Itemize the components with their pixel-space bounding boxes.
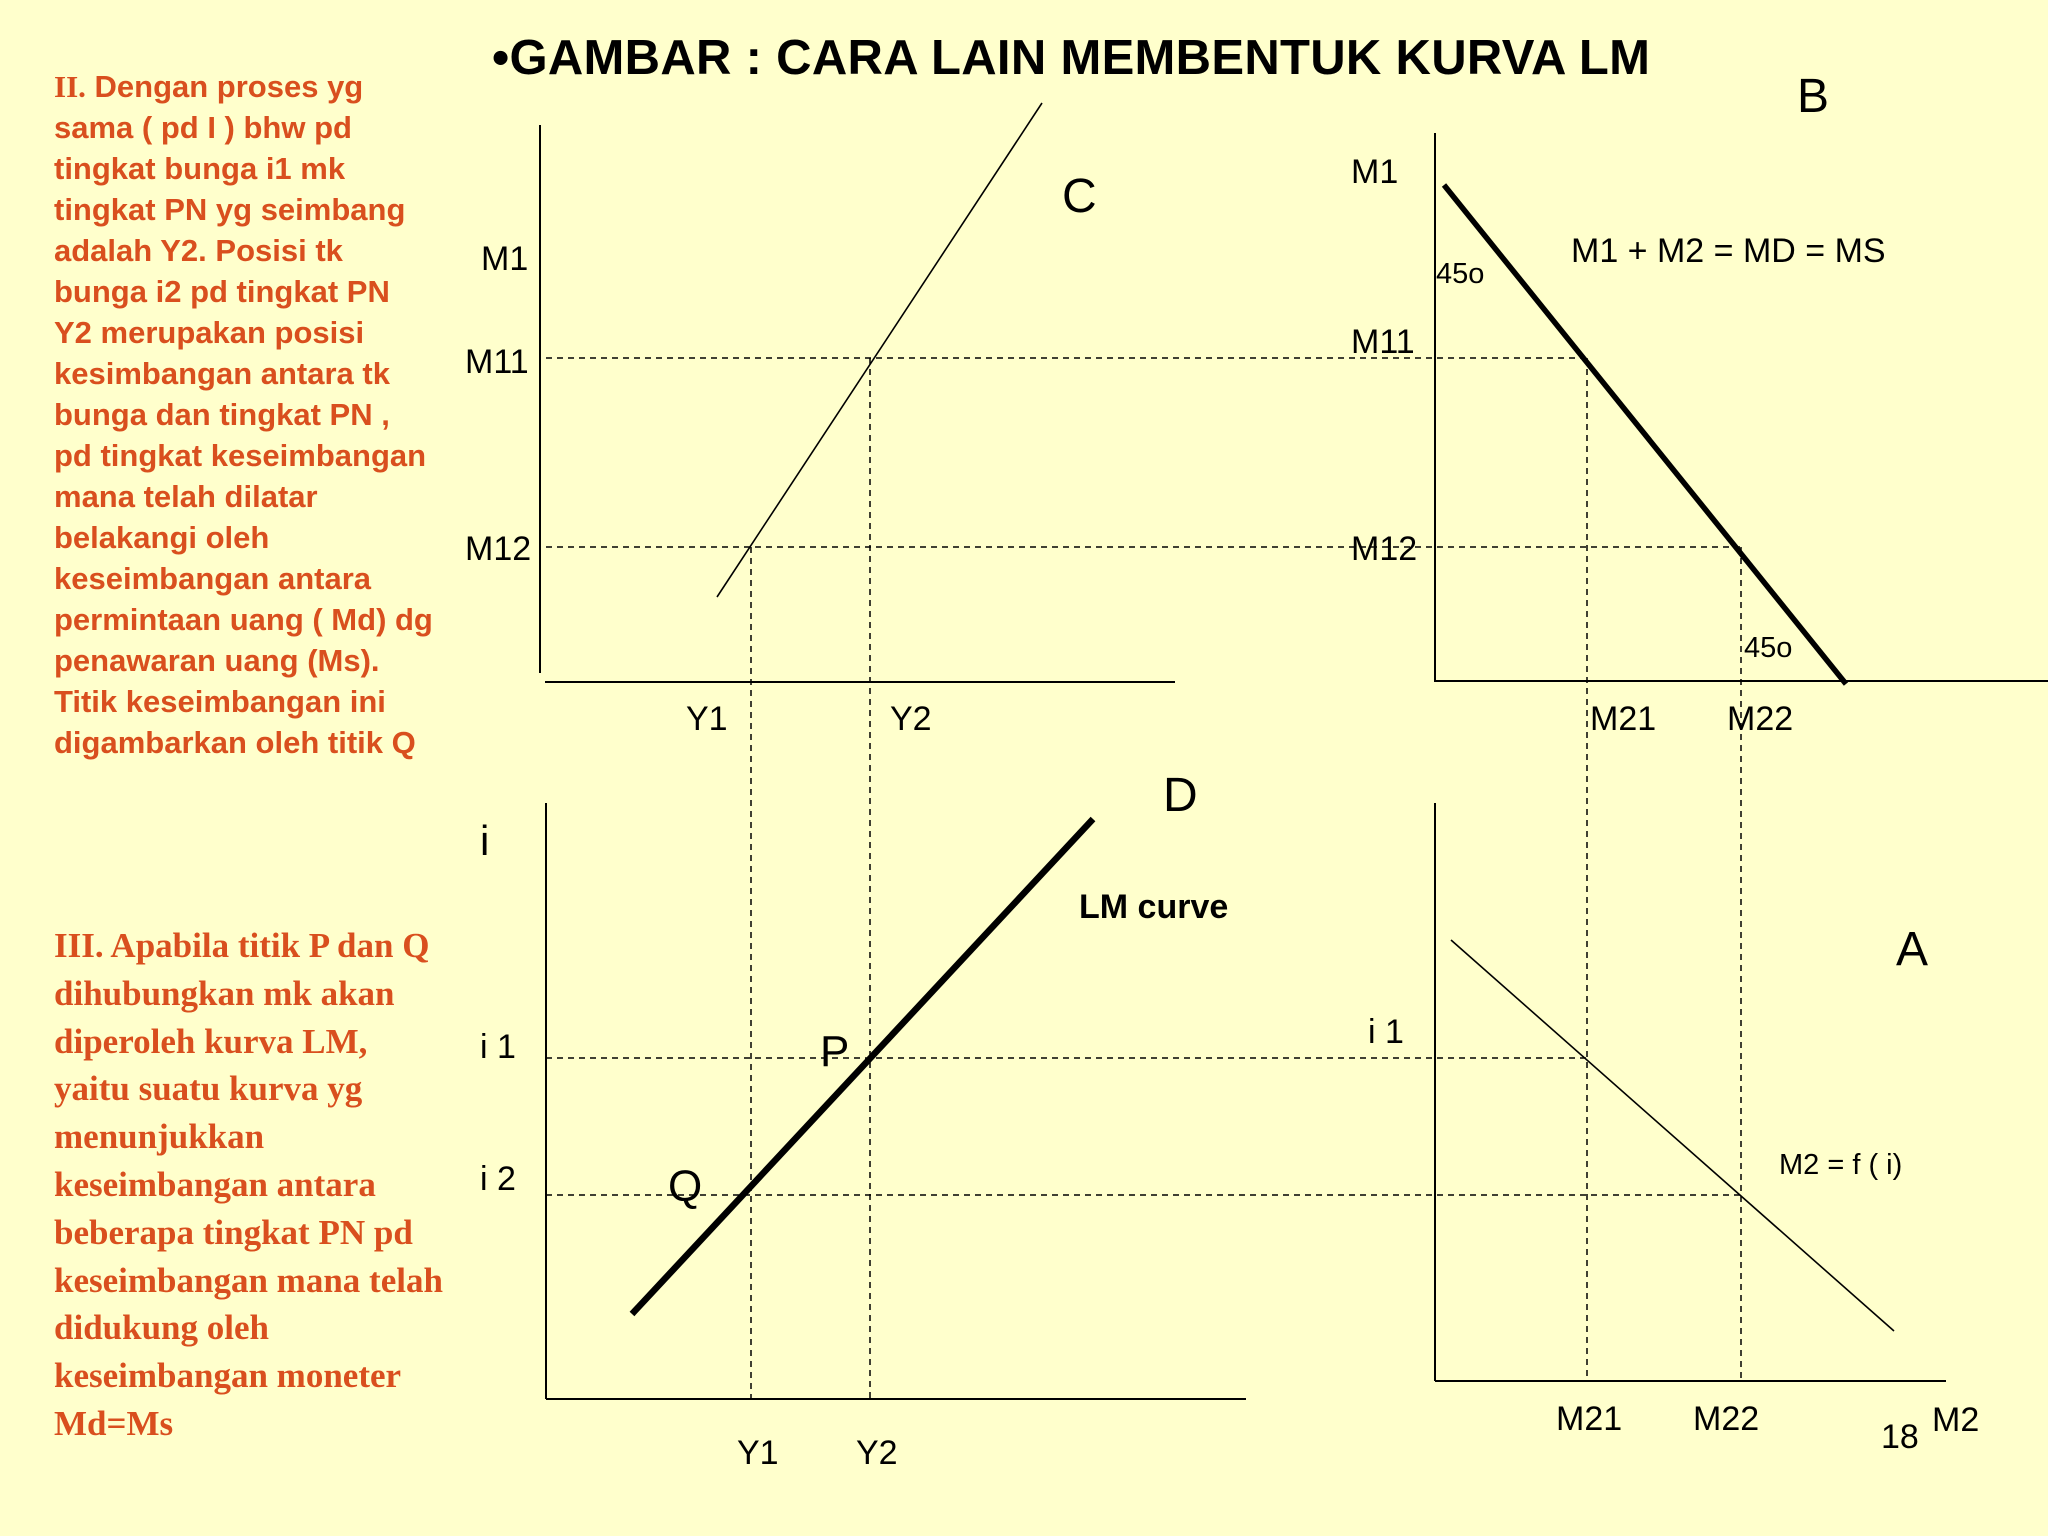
point-p: P bbox=[820, 1027, 850, 1076]
panel-b-equation: M1 + M2 = MD = MS bbox=[1571, 232, 1886, 270]
explanation-paragraph-3: III. Apabila titik P dan Q dihubungkan mk akan diperoleh kurva LM, yaitu suatu kurva yg menunjukkan keseimbangan antara beberapa tingkat PN pd keseimbangan mana telah didukung oleh keseimbangan moneter Md=Ms bbox=[54, 926, 443, 1443]
panel-c-label: C bbox=[1062, 170, 1097, 223]
panel-a-label-i1: i 1 bbox=[1368, 1013, 1404, 1051]
panel-d-label-y2: Y2 bbox=[856, 1434, 898, 1472]
panel-c-label-y1: Y1 bbox=[686, 700, 728, 738]
panel-c-label-m11: M11 bbox=[465, 343, 529, 381]
panel-d-label-y1: Y1 bbox=[737, 1434, 779, 1472]
panel-c-line bbox=[717, 103, 1042, 597]
panel-c-label-m1: M1 bbox=[481, 240, 529, 278]
money-demand-curve-label: M2 = f ( i) bbox=[1779, 1149, 1903, 1181]
lm-curve-label: LM curve bbox=[1079, 888, 1229, 926]
panel-d-label-i1: i 1 bbox=[480, 1028, 516, 1066]
panel-d-label: D bbox=[1163, 769, 1198, 822]
paragraph-2-body: Dengan proses yg sama ( pd I ) bhw pd tingkat bunga i1 mk tingkat PN yg seimbang adalah Y2. Posisi tk bunga i2 pd tingkat PN Y2 merupakan posisi kesimbangan antara tk bunga dan tingkat PN , pd tingkat keseimbangan mana telah dilatar belakangi oleh keseimbangan antara permintaan uang ( Md) dg penawaran uang (Ms). Titik keseimbangan ini digambarkan oleh titik Q bbox=[54, 69, 433, 760]
panel-a-label-m2: M2 bbox=[1932, 1401, 1980, 1439]
panel-a-label-m21: M21 bbox=[1556, 1400, 1623, 1438]
panel-c-label-m12: M12 bbox=[465, 530, 532, 568]
panel-b-angle-top: 45o bbox=[1436, 258, 1485, 290]
paragraph-2-numeral: II. bbox=[54, 69, 86, 104]
panel-c-label-y2: Y2 bbox=[890, 700, 932, 738]
panel-b-label-m22: M22 bbox=[1727, 700, 1794, 738]
panel-b-label-m21: M21 bbox=[1590, 700, 1657, 738]
panel-b-angle-bottom: 45o bbox=[1744, 632, 1793, 664]
panel-d-axis-i: i bbox=[480, 817, 490, 864]
page-number: 18 bbox=[1881, 1418, 1919, 1456]
money-demand-curve bbox=[1451, 940, 1894, 1331]
panel-b-label-m1: M1 bbox=[1351, 153, 1399, 191]
panel-b-label-m11: M11 bbox=[1351, 323, 1415, 361]
panel-d-label-i2: i 2 bbox=[480, 1160, 516, 1198]
point-q: Q bbox=[668, 1162, 703, 1211]
panel-a-label-m22: M22 bbox=[1693, 1400, 1760, 1438]
panel-a-label: A bbox=[1896, 923, 1929, 976]
slide-title: •GAMBAR : CARA LAIN MEMBENTUK KURVA LM bbox=[492, 31, 1651, 85]
panel-b-label-m12: M12 bbox=[1351, 530, 1418, 568]
panel-b-label: B bbox=[1797, 70, 1830, 123]
lm-curve bbox=[632, 819, 1093, 1314]
